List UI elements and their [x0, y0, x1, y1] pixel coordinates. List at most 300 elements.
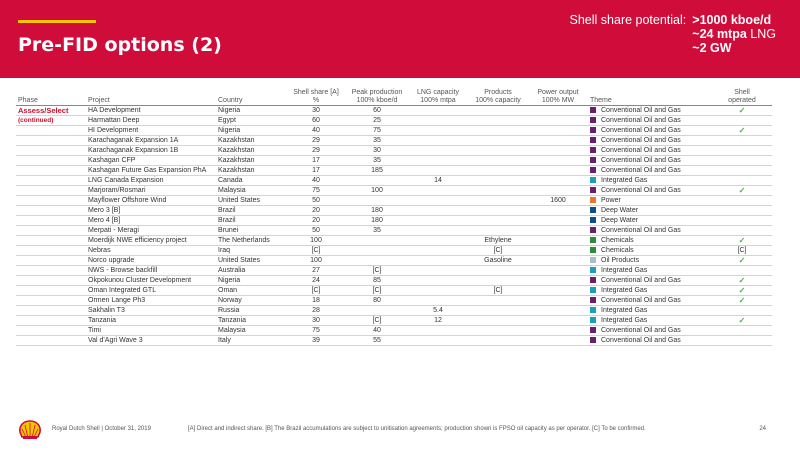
peak-production: 40 — [346, 325, 408, 335]
shell-share: 40 — [286, 125, 346, 135]
project-name: Sakhalin T3 — [86, 305, 216, 315]
power-output — [528, 265, 588, 275]
power-output — [528, 115, 588, 125]
theme-color-swatch — [590, 127, 596, 133]
lng-capacity — [408, 195, 468, 205]
table-row — [16, 255, 772, 265]
country: The Netherlands — [216, 235, 286, 245]
products — [468, 205, 528, 215]
country: Italy — [216, 335, 286, 345]
project-name: Val d'Agri Wave 3 — [86, 335, 216, 345]
lng-capacity — [408, 215, 468, 225]
power-output — [528, 145, 588, 155]
col-peak-production: Peak production 100% kboe/d — [346, 83, 408, 105]
phase-cell — [16, 235, 86, 245]
phase-cell — [16, 285, 86, 295]
power-output — [528, 275, 588, 285]
theme-cell — [588, 265, 712, 275]
theme-label: Conventional Oil and Gas — [601, 326, 681, 334]
project-name: HA Development — [86, 105, 216, 115]
phase-cell — [16, 195, 86, 205]
shell-operated — [712, 205, 772, 215]
products: [C] — [468, 245, 528, 255]
phase-cell — [16, 145, 86, 155]
lng-capacity — [408, 295, 468, 305]
products — [468, 275, 528, 285]
products — [468, 145, 528, 155]
shell-share: 39 — [286, 335, 346, 345]
project-name: Mayflower Offshore Wind — [86, 195, 216, 205]
shell-operated — [712, 145, 772, 155]
theme-cell — [588, 215, 712, 225]
theme-color-swatch — [590, 317, 596, 323]
phase-continued: (continued) — [16, 115, 86, 125]
theme-color-swatch — [590, 157, 596, 163]
power-output — [528, 235, 588, 245]
shell-operated — [712, 175, 772, 185]
table-row — [16, 135, 772, 145]
phase-cell — [16, 325, 86, 335]
shell-operated — [712, 215, 772, 225]
lng-capacity: 14 — [408, 175, 468, 185]
power-output — [528, 315, 588, 325]
country: Norway — [216, 295, 286, 305]
theme-cell — [588, 115, 712, 125]
theme-color-swatch — [590, 177, 596, 183]
project-name: LNG Canada Expansion — [86, 175, 216, 185]
theme-color-swatch — [590, 187, 596, 193]
table-row — [16, 145, 772, 155]
lng-capacity: 12 — [408, 315, 468, 325]
phase-cell — [16, 315, 86, 325]
theme-cell — [588, 275, 712, 285]
table-row — [16, 215, 772, 225]
shell-share: 17 — [286, 155, 346, 165]
peak-production: 35 — [346, 155, 408, 165]
project-name: Marjoram/Rosmari — [86, 185, 216, 195]
power-output — [528, 295, 588, 305]
shell-share: 75 — [286, 325, 346, 335]
lng-capacity — [408, 145, 468, 155]
potential-line-2-rest: LNG — [746, 27, 776, 41]
country: Brazil — [216, 205, 286, 215]
theme-color-swatch — [590, 237, 596, 243]
theme-label: Deep Water — [601, 206, 639, 214]
theme-cell — [588, 195, 712, 205]
project-name: Mero 4 [B] — [86, 215, 216, 225]
theme-label: Conventional Oil and Gas — [601, 116, 681, 124]
theme-cell — [588, 315, 712, 325]
products — [468, 325, 528, 335]
lng-capacity: 5.4 — [408, 305, 468, 315]
theme-label: Oil Products — [601, 256, 640, 264]
theme-cell — [588, 255, 712, 265]
potential-line-1: >1000 kboe/d — [692, 13, 772, 27]
lng-capacity — [408, 165, 468, 175]
lng-capacity — [408, 185, 468, 195]
table-row — [16, 245, 772, 255]
country: Nigeria — [216, 125, 286, 135]
country: Malaysia — [216, 325, 286, 335]
shell-share: 27 — [286, 265, 346, 275]
shell-share: 50 — [286, 195, 346, 205]
power-output — [528, 165, 588, 175]
power-output — [528, 285, 588, 295]
country: Oman — [216, 285, 286, 295]
col-country: Country — [216, 83, 286, 105]
potential-line-2-bold: ~24 mtpa — [692, 27, 747, 41]
project-name: Harmattan Deep — [86, 115, 216, 125]
shell-share: 28 — [286, 305, 346, 315]
col-lng-capacity: LNG capacity 100% mtpa — [408, 83, 468, 105]
theme-cell — [588, 205, 712, 215]
lng-capacity — [408, 135, 468, 145]
shell-share-potential — [570, 13, 776, 55]
project-name: Moerdijk NWE efficiency project — [86, 235, 216, 245]
peak-production: 75 — [346, 125, 408, 135]
table-row — [16, 165, 772, 175]
theme-color-swatch — [590, 247, 596, 253]
power-output — [528, 225, 588, 235]
table-header-row — [16, 83, 772, 105]
products: [C] — [468, 285, 528, 295]
col-phase: Phase — [16, 83, 86, 105]
project-name: Nebras — [86, 245, 216, 255]
country: United States — [216, 195, 286, 205]
theme-label: Conventional Oil and Gas — [601, 336, 681, 344]
country: Malaysia — [216, 185, 286, 195]
power-output — [528, 185, 588, 195]
shell-operated: [C] — [712, 245, 772, 255]
project-name: Karachaganak Expansion 1A — [86, 135, 216, 145]
lng-capacity — [408, 155, 468, 165]
phase-cell — [16, 175, 86, 185]
peak-production: 55 — [346, 335, 408, 345]
power-output — [528, 175, 588, 185]
project-name: Tanzania — [86, 315, 216, 325]
peak-production — [346, 305, 408, 315]
table-row — [16, 225, 772, 235]
products — [468, 335, 528, 345]
theme-color-swatch — [590, 167, 596, 173]
theme-color-swatch — [590, 287, 596, 293]
table-row — [16, 155, 772, 165]
shell-operated: ✓ — [712, 185, 772, 195]
theme-cell — [588, 155, 712, 165]
shell-logo-icon — [18, 420, 42, 440]
shell-share: 20 — [286, 215, 346, 225]
theme-color-swatch — [590, 147, 596, 153]
power-output — [528, 155, 588, 165]
table-row — [16, 105, 772, 115]
potential-line-3: ~2 GW — [692, 41, 732, 55]
products — [468, 135, 528, 145]
shell-operated — [712, 195, 772, 205]
phase-cell — [16, 255, 86, 265]
country: Iraq — [216, 245, 286, 255]
products: Ethylene — [468, 235, 528, 245]
theme-cell — [588, 175, 712, 185]
theme-cell — [588, 125, 712, 135]
country: Russia — [216, 305, 286, 315]
products: Gasoline — [468, 255, 528, 265]
theme-color-swatch — [590, 307, 596, 313]
products — [468, 265, 528, 275]
lng-capacity — [408, 245, 468, 255]
peak-production: 80 — [346, 295, 408, 305]
phase-cell — [16, 205, 86, 215]
power-output — [528, 135, 588, 145]
project-name: Karachaganak Expansion 1B — [86, 145, 216, 155]
shell-share: 17 — [286, 165, 346, 175]
products — [468, 105, 528, 115]
theme-color-swatch — [590, 107, 596, 113]
project-name: NWS - Browse backfill — [86, 265, 216, 275]
shell-share: 100 — [286, 255, 346, 265]
table-row — [16, 325, 772, 335]
table-row — [16, 305, 772, 315]
products — [468, 165, 528, 175]
products — [468, 185, 528, 195]
shell-operated: ✓ — [712, 285, 772, 295]
table-row — [16, 275, 772, 285]
shell-share: 29 — [286, 135, 346, 145]
power-output — [528, 335, 588, 345]
shell-operated — [712, 225, 772, 235]
phase-cell — [16, 295, 86, 305]
lng-capacity — [408, 255, 468, 265]
project-name: Oman Integrated GTL — [86, 285, 216, 295]
shell-operated — [712, 325, 772, 335]
lng-capacity — [408, 325, 468, 335]
phase-label: Assess/Select — [16, 105, 86, 115]
power-output — [528, 125, 588, 135]
col-shell-operated: Shell operated — [712, 83, 772, 105]
header-banner — [0, 0, 800, 78]
power-output — [528, 255, 588, 265]
theme-color-swatch — [590, 117, 596, 123]
products — [468, 175, 528, 185]
lng-capacity — [408, 115, 468, 125]
project-name: Okpokunou Cluster Development — [86, 275, 216, 285]
shell-operated: ✓ — [712, 235, 772, 245]
lng-capacity — [408, 235, 468, 245]
peak-production: 100 — [346, 185, 408, 195]
phase-cell — [16, 275, 86, 285]
lng-capacity — [408, 285, 468, 295]
col-products: Products 100% capacity — [468, 83, 528, 105]
peak-production: [C] — [346, 265, 408, 275]
products — [468, 115, 528, 125]
footer — [0, 418, 800, 442]
country: Nigeria — [216, 105, 286, 115]
theme-label: Chemicals — [601, 236, 634, 244]
footer-company-date: Royal Dutch Shell | October 31, 2019 — [52, 426, 151, 432]
shell-share: 20 — [286, 205, 346, 215]
theme-label: Deep Water — [601, 216, 639, 224]
peak-production: 60 — [346, 105, 408, 115]
shell-operated — [712, 165, 772, 175]
theme-cell — [588, 185, 712, 195]
theme-color-swatch — [590, 137, 596, 143]
theme-cell — [588, 105, 712, 115]
page-title: Pre-FID options (2) — [18, 34, 222, 56]
shell-operated: ✓ — [712, 275, 772, 285]
phase-cell — [16, 225, 86, 235]
peak-production: 85 — [346, 275, 408, 285]
accent-bar — [18, 20, 96, 23]
country: Kazakhstan — [216, 145, 286, 155]
theme-color-swatch — [590, 297, 596, 303]
project-name: Timi — [86, 325, 216, 335]
phase-cell — [16, 335, 86, 345]
country: Kazakhstan — [216, 165, 286, 175]
peak-production — [346, 195, 408, 205]
theme-color-swatch — [590, 277, 596, 283]
theme-label: Integrated Gas — [601, 306, 648, 314]
phase-cell — [16, 305, 86, 315]
potential-values — [692, 13, 776, 55]
country: Australia — [216, 265, 286, 275]
power-output — [528, 325, 588, 335]
shell-share: 100 — [286, 235, 346, 245]
shell-operated — [712, 305, 772, 315]
peak-production: 180 — [346, 215, 408, 225]
col-power-output: Power output 100% MW — [528, 83, 588, 105]
theme-label: Conventional Oil and Gas — [601, 106, 681, 114]
project-name: Norco upgrade — [86, 255, 216, 265]
project-name: Kashagan CFP — [86, 155, 216, 165]
shell-operated — [712, 135, 772, 145]
theme-label: Conventional Oil and Gas — [601, 126, 681, 134]
project-name: Ormen Lange Ph3 — [86, 295, 216, 305]
project-name: HI Development — [86, 125, 216, 135]
shell-operated: ✓ — [712, 255, 772, 265]
country: Nigeria — [216, 275, 286, 285]
country: United States — [216, 255, 286, 265]
col-project: Project — [86, 83, 216, 105]
products — [468, 225, 528, 235]
shell-operated — [712, 115, 772, 125]
peak-production — [346, 175, 408, 185]
table-row — [16, 235, 772, 245]
shell-share: [C] — [286, 285, 346, 295]
theme-cell — [588, 285, 712, 295]
shell-operated — [712, 265, 772, 275]
shell-share: 30 — [286, 315, 346, 325]
theme-cell — [588, 295, 712, 305]
theme-label: Conventional Oil and Gas — [601, 146, 681, 154]
col-shell-share: Shell share [A] % — [286, 83, 346, 105]
table-row — [16, 185, 772, 195]
lng-capacity — [408, 265, 468, 275]
country: Tanzania — [216, 315, 286, 325]
theme-label: Integrated Gas — [601, 266, 648, 274]
footer-note: [A] Direct and indirect share. [B] The Brazil accumulations are subject to unitisation agreements; production shown is FPSO oil capacity as per operator. [C] To be confirmed. — [188, 426, 646, 432]
theme-label: Integrated Gas — [601, 316, 648, 324]
phase-cell — [16, 165, 86, 175]
phase-cell — [16, 185, 86, 195]
project-name: Kashagan Future Gas Expansion PhA — [86, 165, 216, 175]
power-output: 1600 — [528, 195, 588, 205]
products — [468, 295, 528, 305]
theme-color-swatch — [590, 217, 596, 223]
table-row — [16, 285, 772, 295]
peak-production: [C] — [346, 315, 408, 325]
phase-cell — [16, 155, 86, 165]
power-output — [528, 105, 588, 115]
theme-color-swatch — [590, 257, 596, 263]
table-row — [16, 125, 772, 135]
theme-color-swatch — [590, 267, 596, 273]
power-output — [528, 215, 588, 225]
table-row — [16, 175, 772, 185]
shell-share: 24 — [286, 275, 346, 285]
products — [468, 305, 528, 315]
peak-production — [346, 255, 408, 265]
phase-cell — [16, 125, 86, 135]
peak-production: 180 — [346, 205, 408, 215]
phase-cell — [16, 245, 86, 255]
country: Egypt — [216, 115, 286, 125]
peak-production: 25 — [346, 115, 408, 125]
theme-label: Conventional Oil and Gas — [601, 226, 681, 234]
theme-cell — [588, 335, 712, 345]
theme-color-swatch — [590, 197, 596, 203]
theme-label: Conventional Oil and Gas — [601, 186, 681, 194]
theme-cell — [588, 145, 712, 155]
page-number: 24 — [759, 426, 766, 432]
theme-label: Conventional Oil and Gas — [601, 296, 681, 304]
shell-share: [C] — [286, 245, 346, 255]
country: Brazil — [216, 215, 286, 225]
theme-label: Conventional Oil and Gas — [601, 166, 681, 174]
power-output — [528, 245, 588, 255]
peak-production — [346, 245, 408, 255]
shell-share: 50 — [286, 225, 346, 235]
project-name: Mero 3 [B] — [86, 205, 216, 215]
products — [468, 215, 528, 225]
theme-color-swatch — [590, 327, 596, 333]
products — [468, 155, 528, 165]
lng-capacity — [408, 105, 468, 115]
theme-cell — [588, 245, 712, 255]
peak-production: [C] — [346, 285, 408, 295]
table-row — [16, 295, 772, 305]
products — [468, 125, 528, 135]
shell-share: 75 — [286, 185, 346, 195]
peak-production: 35 — [346, 225, 408, 235]
theme-cell — [588, 135, 712, 145]
theme-label: Conventional Oil and Gas — [601, 156, 681, 164]
potential-label: Shell share potential: — [569, 13, 687, 27]
theme-color-swatch — [590, 337, 596, 343]
shell-operated — [712, 335, 772, 345]
table-row — [16, 205, 772, 215]
lng-capacity — [408, 275, 468, 285]
shell-share: 60 — [286, 115, 346, 125]
table-row — [16, 315, 772, 325]
shell-share: 40 — [286, 175, 346, 185]
shell-operated: ✓ — [712, 125, 772, 135]
theme-cell — [588, 325, 712, 335]
theme-label: Chemicals — [601, 246, 634, 254]
lng-capacity — [408, 205, 468, 215]
theme-label: Integrated Gas — [601, 176, 648, 184]
theme-label: Conventional Oil and Gas — [601, 276, 681, 284]
phase-cell — [16, 215, 86, 225]
table-row — [16, 265, 772, 275]
